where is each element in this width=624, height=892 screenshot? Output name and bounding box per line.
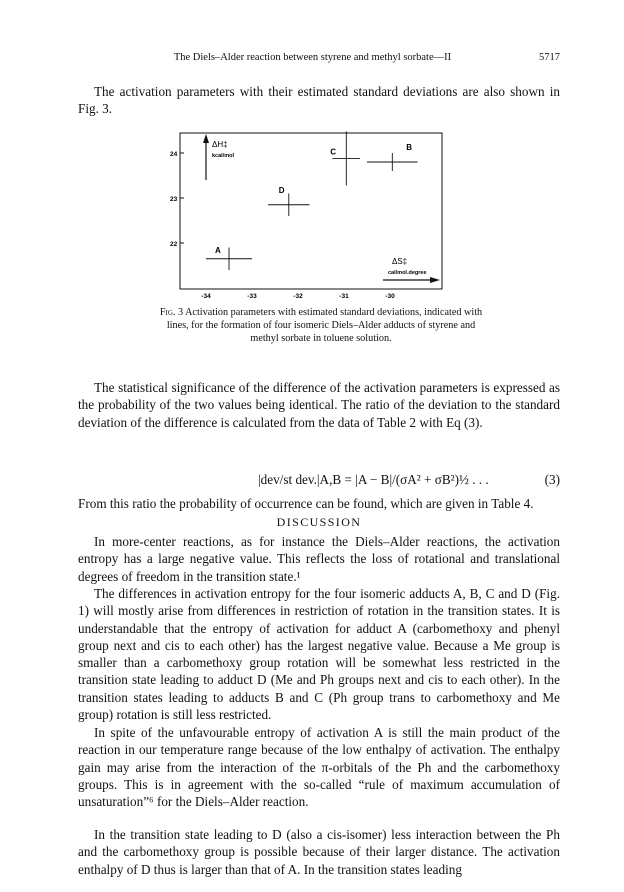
- y-tick-label: 22: [170, 241, 178, 248]
- figure-3-chart: [0, 0, 624, 300]
- intro-paragraph: The activation parameters with their estimated standard deviations are also shown in Fig. 3.: [78, 84, 560, 117]
- significance-paragraph: The statistical significance of the difference of the activation parameters is expressed as the probability of the two values being identical. The ratio of the deviation to the standard deviation of the difference is calculated from the data of Table 2 with Eq (3).: [78, 380, 560, 430]
- point-label: A: [215, 245, 221, 255]
- page-number: 5717: [539, 52, 560, 63]
- y-axis-unit: kcal/mol: [212, 153, 235, 159]
- x-tick-label: -30: [385, 293, 395, 300]
- equation-number: (3): [544, 472, 560, 487]
- y-axis-symbol: ΔH‡: [212, 140, 228, 149]
- x-tick-label: -32: [293, 293, 303, 300]
- discussion-paragraph-2: The differences in activation entropy for the four isomeric adducts A, B, C and D (Fig. 1) will mostly arise from differences in restriction of rotation in the transition states. It is understandable that the entropy of activation for adduct A (carbomethoxy and phenyl group next and cis to each other) has the largest negative value. Because a Me group is smaller than a carbomethoxy group rotation will be somewhat less restricted in the transition state leading to adduct D (Me and Ph groups next and cis to each other). In the transition states leading to adducts B and C (Ph group trans to carbomethoxy and Me group) rotation is still less restricted.: [78, 586, 560, 723]
- point-b: [367, 143, 418, 171]
- y-axis-arrowhead: [203, 134, 209, 143]
- discussion-paragraph-1: In more-center reactions, as for instance the Diels–Alder reactions, the activation entropy has a large negative value. This reflects the loss of rotational and translational degrees of freedom in the transition state.¹: [78, 534, 560, 584]
- y-ticks: [170, 151, 184, 248]
- caption-label: Fig. 3: [159, 307, 184, 318]
- discussion-heading: DISCUSSION: [276, 515, 362, 529]
- x-axis-symbol: ΔS‡: [392, 257, 408, 266]
- x-tick-label: -33: [247, 293, 257, 300]
- point-a: [206, 246, 252, 270]
- y-tick-label: 24: [170, 151, 178, 158]
- point-label: D: [278, 185, 285, 195]
- y-tick-label: 23: [170, 196, 178, 203]
- data-points: [206, 131, 418, 270]
- equation-expression: |dev/st dev.|A,B = |A − B|/(σA² + σB²)½ . . .: [258, 472, 489, 487]
- point-d: [268, 186, 309, 216]
- x-axis-unit: cal/mol.degree: [388, 270, 427, 276]
- caption-text: Activation parameters with estimated standard deviations, indicated with lines, for the formation of four isomeric Diels–Alder adducts of styrene and methyl sorbate in toluene solution.: [166, 307, 483, 344]
- x-tick-label: -34: [201, 293, 211, 300]
- equation-3: [78, 472, 560, 490]
- x-ticks: [201, 293, 395, 300]
- running-title: The Diels–Alder reaction between styrene and methyl sorbate—II: [173, 52, 452, 63]
- point-c: [330, 131, 360, 185]
- x-tick-label: -31: [339, 293, 349, 300]
- discussion-paragraph-3: In spite of the unfavourable entropy of activation A is still the main product of the reaction in our temperature range because of the low enthalpy of activation. The enthalpy gain may arise from the interaction of the π-orbitals of the Ph and the carbomethoxy groups. This is in agreement with the so-called “rule of maximum accumulation of unsaturation”⁶ for the Diels–Alder reaction.: [78, 725, 560, 810]
- point-label: B: [406, 143, 413, 152]
- discussion-paragraph-4: In the transition state leading to D (also a cis-isomer) less interaction between the Ph and the carbomethoxy group is possible because of their larger distance. The activation enthalpy of D thus is larger than that of A. In the transition states leading: [78, 827, 560, 877]
- ratio-paragraph: From this ratio the probability of occurrence can be found, which are given in Table 4.: [78, 496, 534, 511]
- x-axis-arrowhead: [430, 277, 440, 283]
- figure-caption: [156, 306, 486, 345]
- point-label: C: [330, 147, 337, 157]
